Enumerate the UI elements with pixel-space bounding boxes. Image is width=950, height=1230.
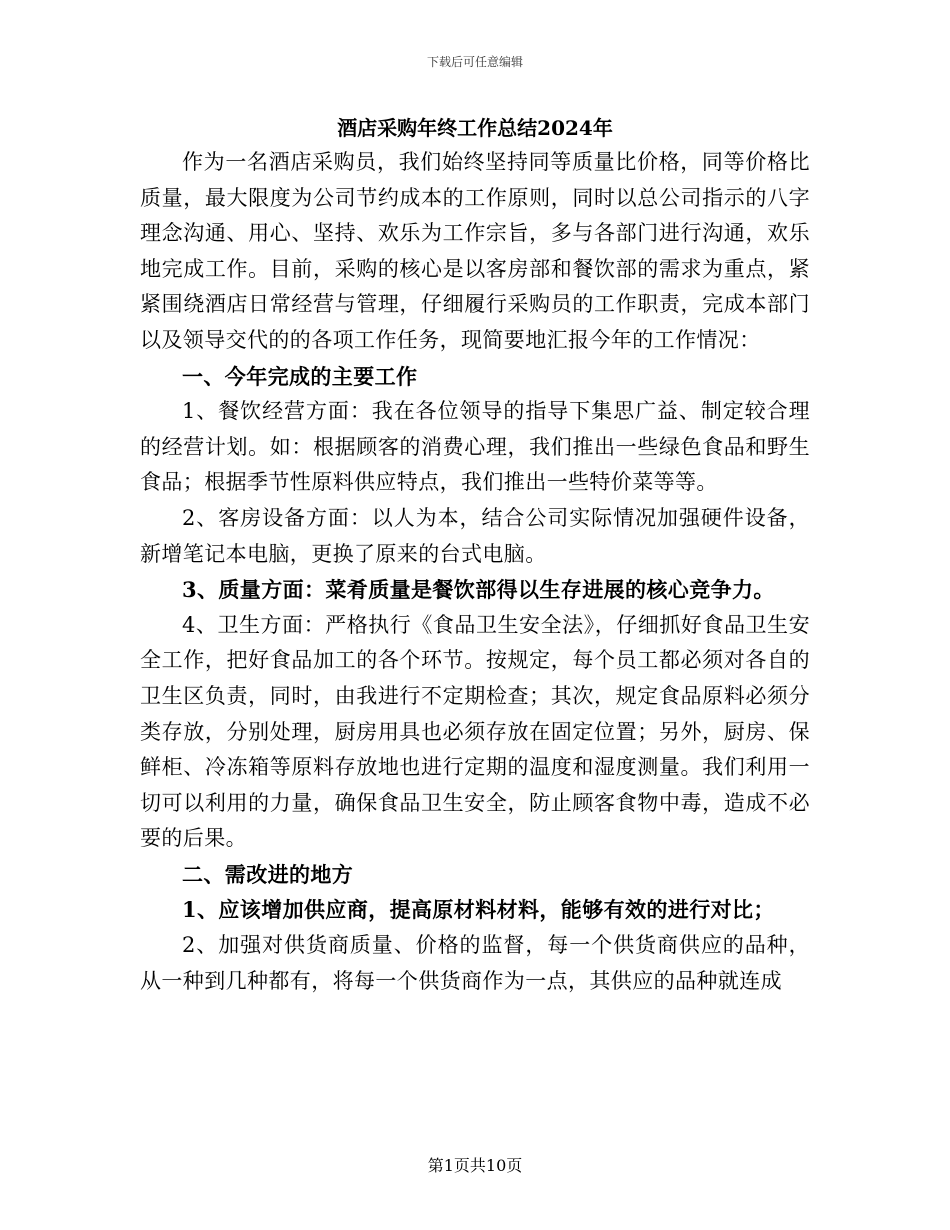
section-heading-improvements: 二、需改进的地方 [182,861,354,887]
paragraph-guestroom: 2、客房设备方面：以人为本，结合公司实际情况加强硬件设备，新增笔记本电脑，更换了原来的台式电脑。 [140,505,810,566]
section-heading-main-work: 一、今年完成的主要工作 [182,363,418,389]
paragraph-quality: 3、质量方面：菜肴质量是餐饮部得以生存进展的核心竞争力。 [182,577,775,603]
paragraph-catering: 1、餐饮经营方面：我在各位领导的指导下集思广益、制定较合理的经营计划。如：根据顾客的消费心理，我们推出一些绿色食品和野生食品；根据季节性原料供应特点，我们推出一些特价菜等等。 [140,399,810,495]
paragraph-hygiene: 4、卫生方面：严格执行《食品卫生安全法》，仔细抓好食品卫生安全工作，把好食品加工的各个环节。按规定，每个员工都必须对各自的卫生区负责，同时，由我进行不定期检查；其次，规定食品原料必须分类存放，分别处理，厨房用具也必须存放在固定位置；另外，厨房、保鲜柜、冷冻箱等原料存放地也进行定期的温度和湿度测量。我们利用一切可以利用的力量，确保食品卫生安全，防止顾客食物中毒，造成不必要的后果。 [140,612,810,851]
page-header: 下载后可任意编辑 [426,55,523,69]
paragraph-supervision: 2、加强对供货商质量、价格的监督，每一个供货商供应的品种，从一种到几种都有，将每一个供货商作为一点，其供应的品种就连成 [140,933,810,993]
document-body [140,145,810,999]
document-title: 酒店采购年终工作总结2024年 [337,116,613,140]
intro-paragraph: 作为一名酒店采购员，我们始终坚持同等质量比价格，同等价格比质量，最大限度为公司节约成本的工作原则，同时以总公司指示的八字理念沟通、用心、坚持、欢乐为工作宗旨，多与各部门进行沟通，欢乐地完成工作。目前，采购的核心是以客房部和餐饮部的需求为重点，紧紧围绕酒店日常经营与管理，仔细履行采购员的工作职责，完成本部门以及领导交代的的各项工作任务，现简要地汇报今年的工作情况： [140,150,810,352]
page-number: 第1页共10页 [427,1156,523,1175]
paragraph-suppliers: 1、应该增加供应商，提高原材料材料，能够有效的进行对比； [182,897,775,923]
